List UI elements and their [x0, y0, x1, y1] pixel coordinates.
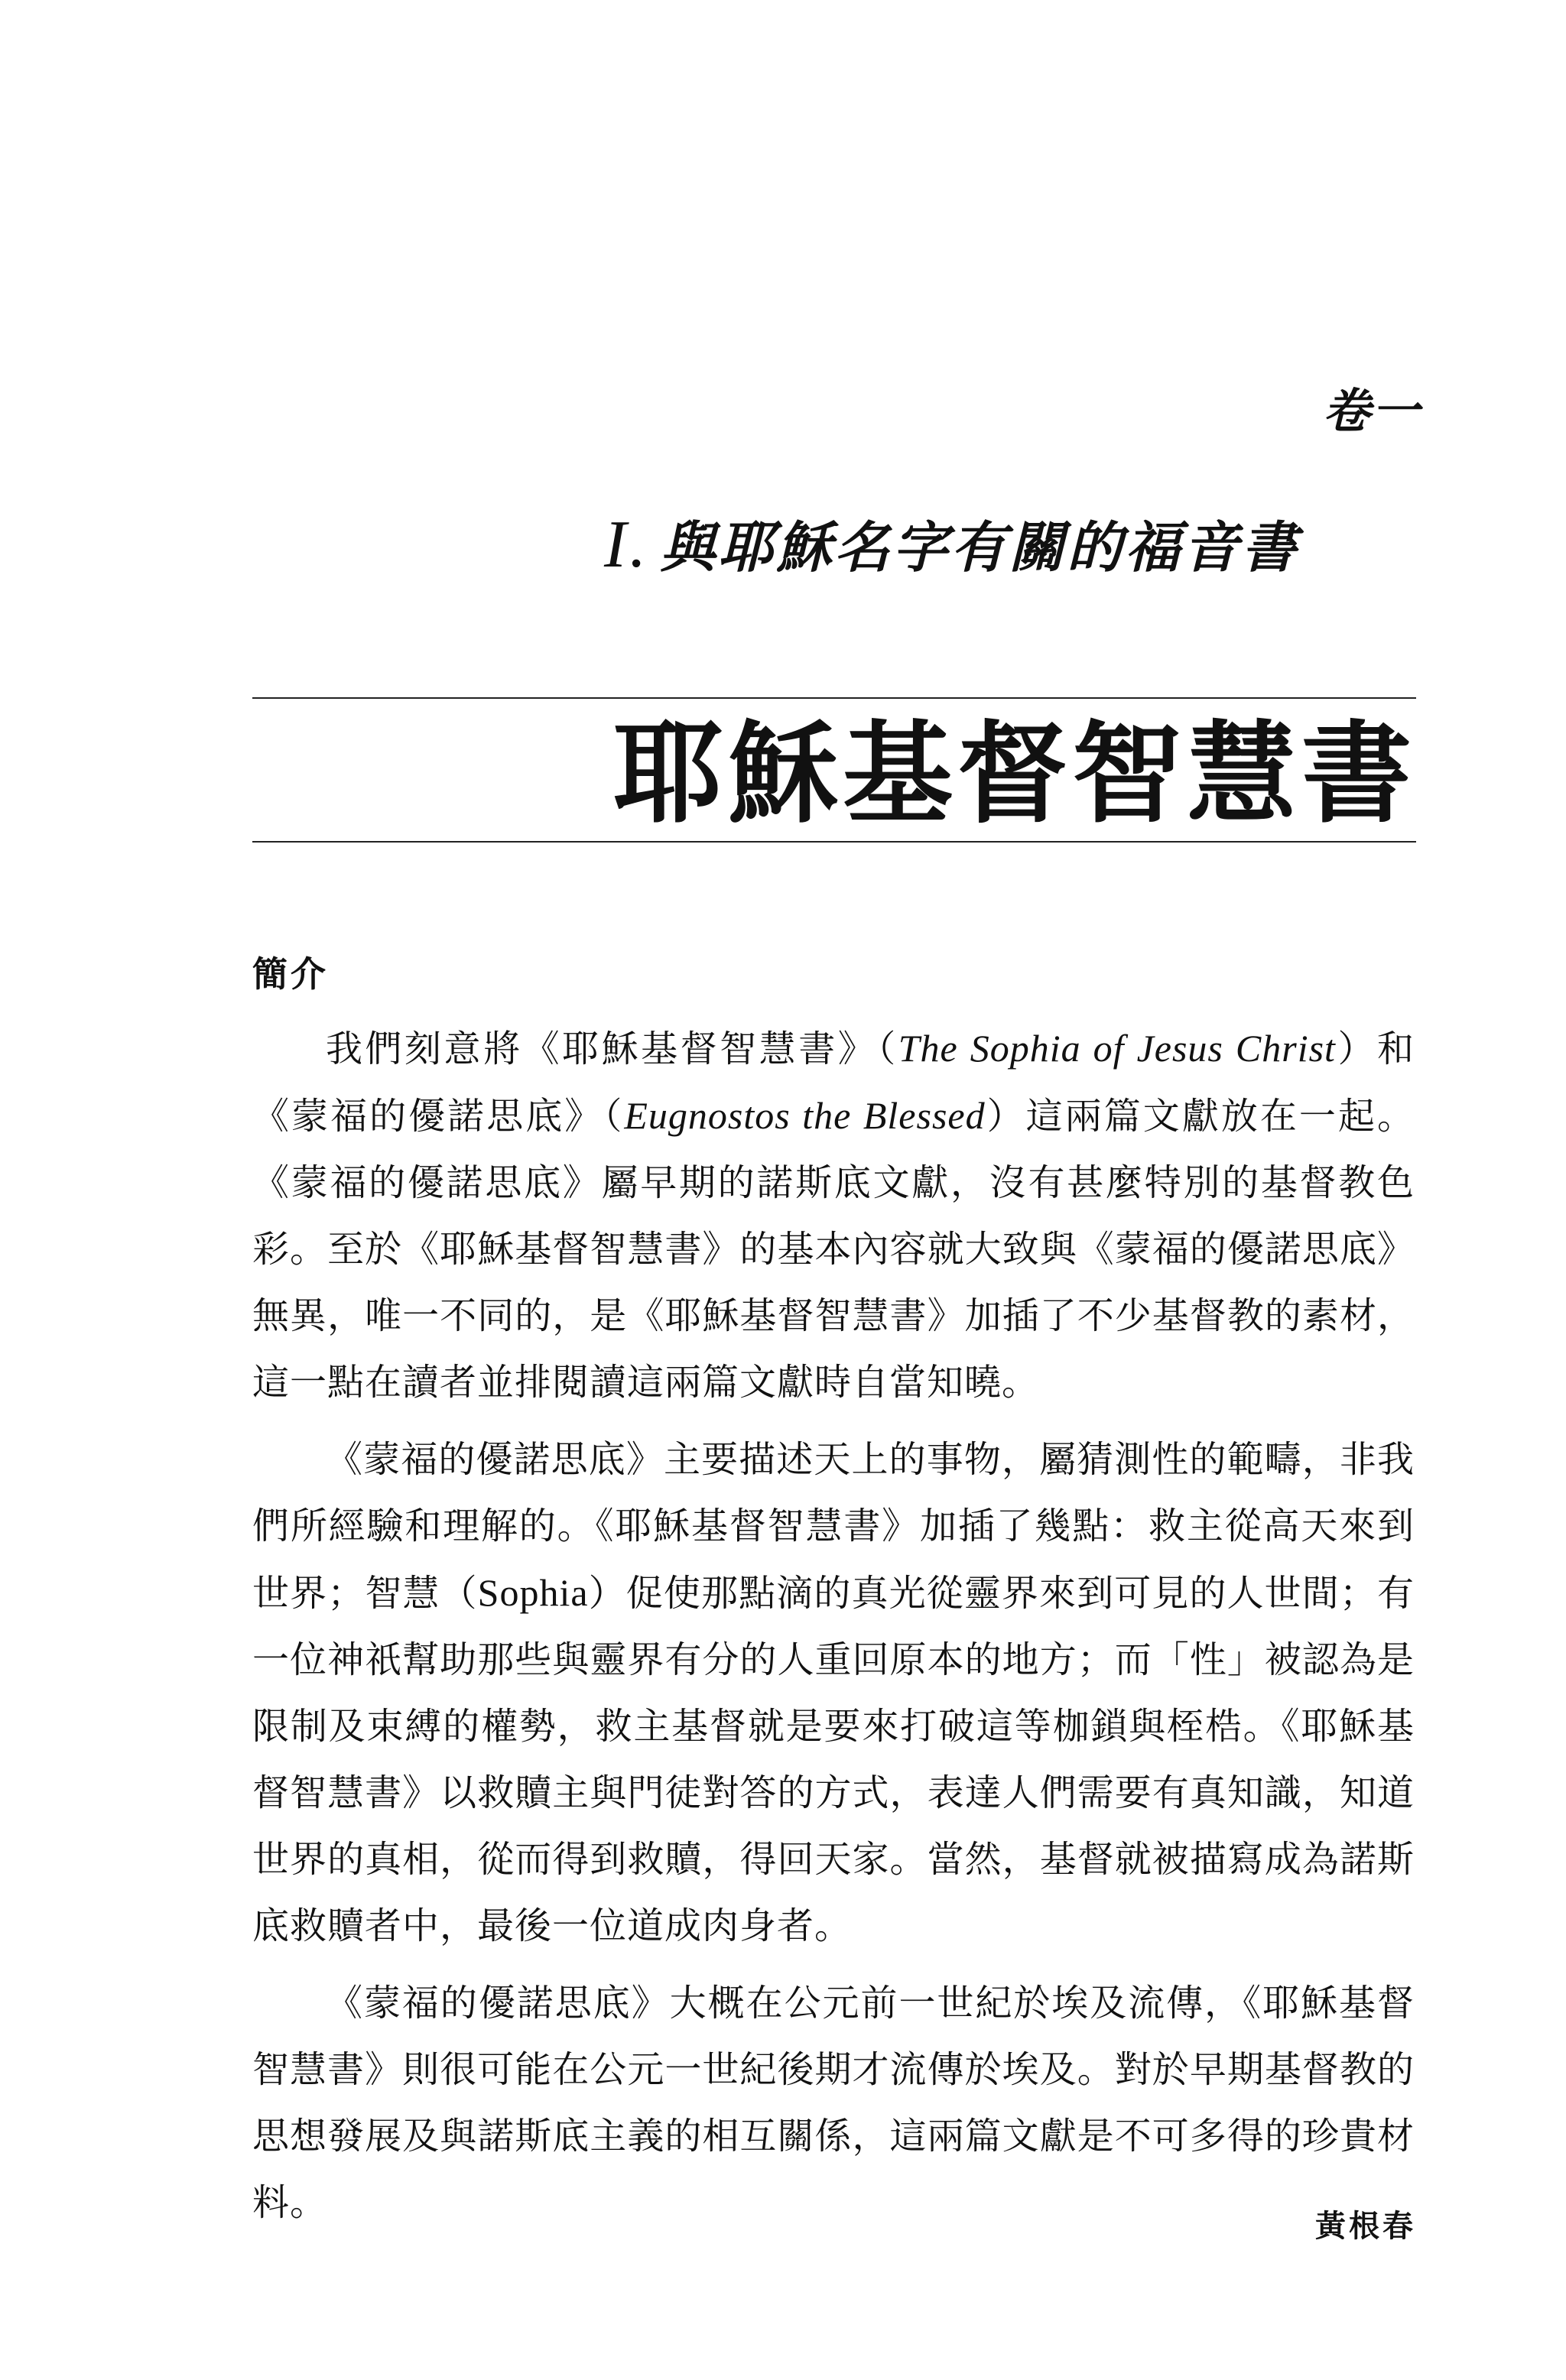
section-heading [604, 503, 1445, 583]
paragraph-2 [252, 1427, 1415, 1960]
section-title: 與耶穌名字有關的福音書 [660, 515, 1300, 580]
title-rule-bottom [252, 841, 1416, 843]
document-title: 耶穌基督智慧書 [612, 709, 1416, 838]
p2-part-a: 《蒙福的優諾思底》主要描述天上的事物，屬猜測性的範疇，非我們所經驗和理解的。《耶穌基督智慧書》加插了幾點：救主從高天來到世界；智慧（ [252, 1438, 1415, 1615]
paragraph-1 [252, 1015, 1415, 1416]
p1-english-title-2: Eugnostos the Blessed [624, 1094, 986, 1137]
p1-part-a: 我們刻意將《耶穌基督智慧書》（ [326, 1028, 898, 1070]
section-numeral: I. [604, 508, 650, 582]
title-rule-top [252, 697, 1416, 699]
body-text [252, 1015, 1415, 2236]
p2-part-c: ）促使那點滴的真光從靈界來到可見的人世間；有一位神祇幫助那些與靈界有分的人重回原本的地方；而「性」被認為是限制及束縛的權勢，救主基督就是要來打破這等枷鎖與桎梏。《耶穌基督智慧書》以救贖主與門徒對答的方式，表達人們需要有真知識，知道世界的真相，從而得到救贖，得回天家。當然，基督就被描寫成為諾斯底救贖者中，最後一位道成肉身者。 [252, 1572, 1415, 1947]
author-name: 黃根春 [1315, 2209, 1416, 2244]
p1-part-e: ）這兩篇文獻放在一起。《蒙福的優諾思底》屬早期的諾斯底文獻，沒有甚麼特別的基督教色彩。至於《耶穌基督智慧書》的基本內容就大致與《蒙福的優諾思底》無異，唯一不同的，是《耶穌基督智慧書》加插了不少基督教的素材，這一點在讀者並排閱讀這兩篇文獻時自當知曉。 [252, 1095, 1415, 1404]
p1-part-c: ）和《蒙福的優諾思底》（ [252, 1028, 1415, 1138]
volume-label: 卷一 [1322, 383, 1421, 439]
p2-sophia: Sophia [477, 1571, 589, 1614]
paragraph-3: 《蒙福的優諾思底》大概在公元前一世紀於埃及流傳，《耶穌基督智慧書》則很可能在公元一世紀後期才流傳於埃及。對於早期基督教的思想發展及與諾斯底主義的相互關係，這兩篇文獻是不可多得的珍貴材料。 [252, 1982, 1415, 2224]
intro-heading: 簡介 [252, 953, 329, 995]
p1-english-title-1: The Sophia of Jesus Christ [898, 1027, 1336, 1070]
